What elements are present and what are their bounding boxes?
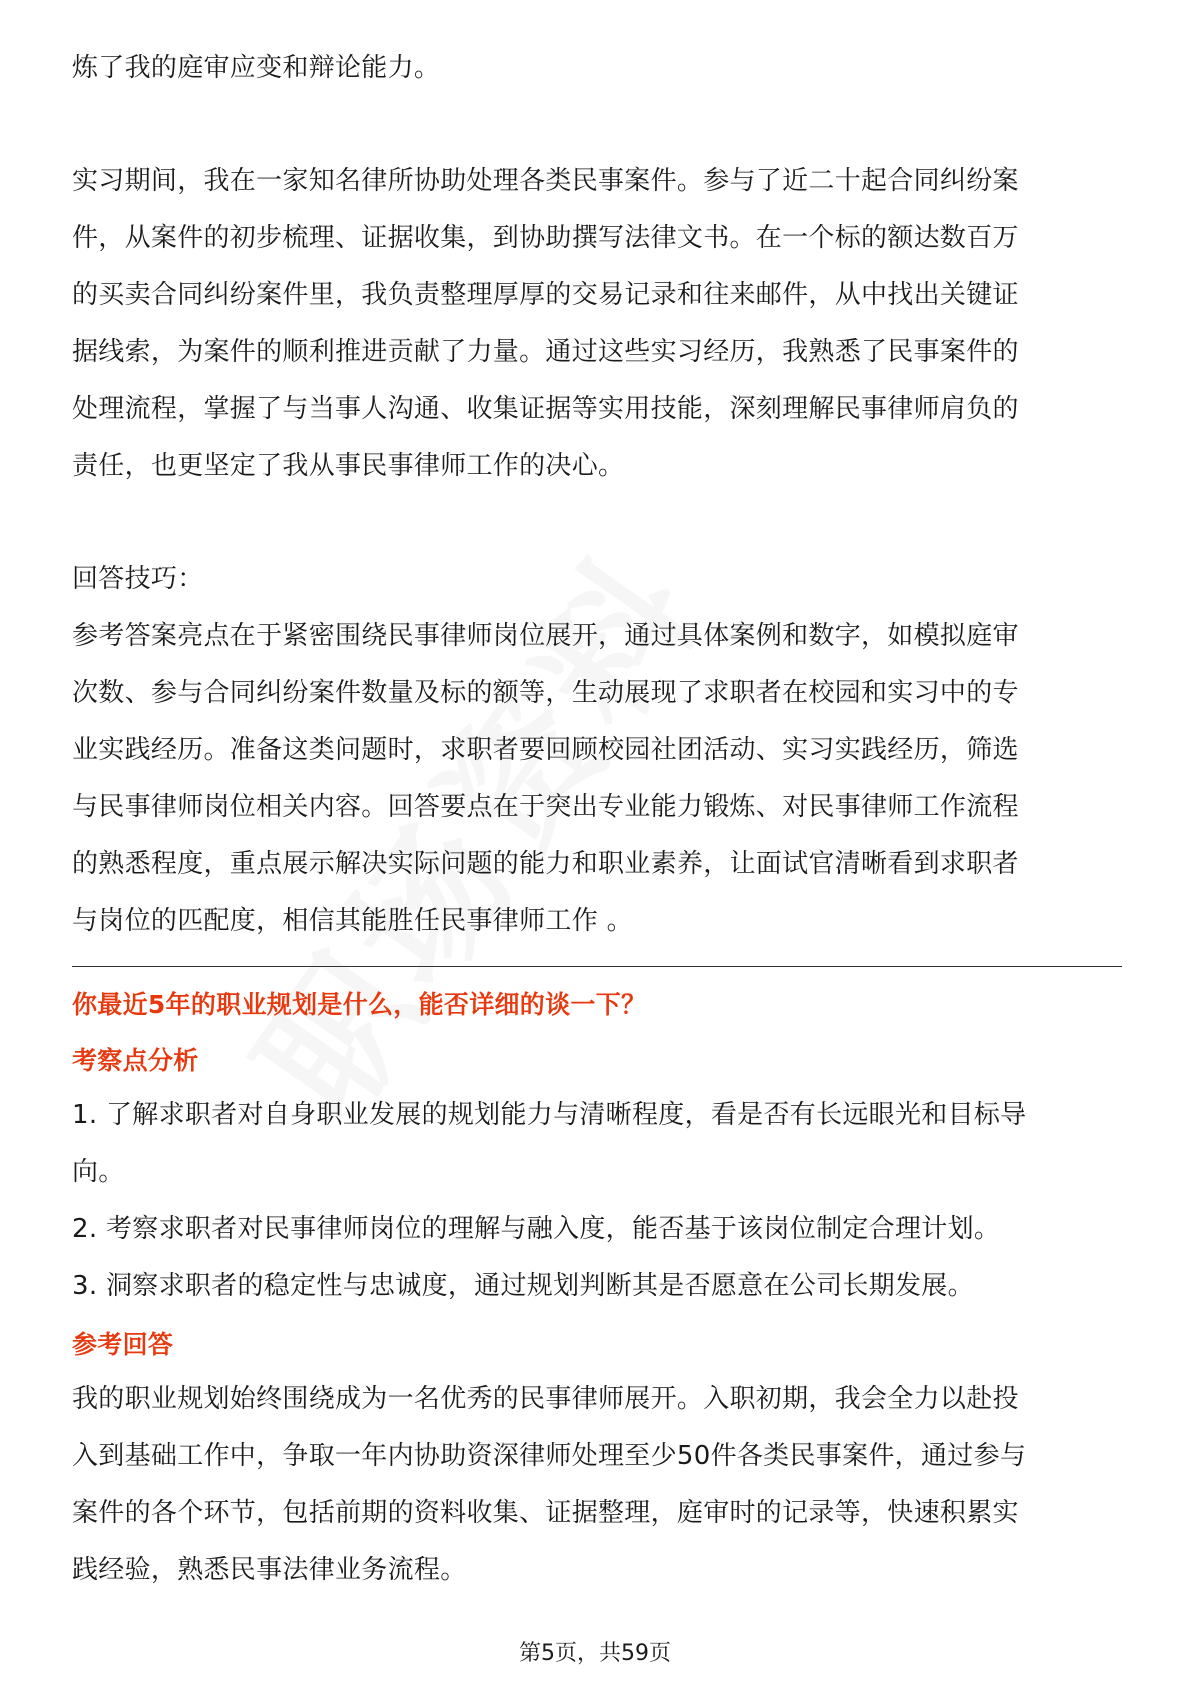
document-body [72,40,1122,1599]
page-number: 第5页，共59页 [519,1641,671,1666]
answer-tips [72,551,1122,950]
analysis-title: 考察点分析 [72,1046,199,1075]
paragraph-line: 炼了我的庭审应变和辩论能力。 [72,53,441,83]
paragraph-line: 参考答案亮点在于紧密围绕民事律师岗位展开，通过具体案例和数字，如模拟庭审 [72,621,1019,651]
paragraph-line: 践经验，熟悉民事法律业务流程。 [72,1555,467,1585]
list-item: 2. 考察求职者对民事律师岗位的理解与融入度，能否基于该岗位制定合理计划。 [72,1214,1001,1244]
list-item: 3. 洞察求职者的稳定性与忠诚度，通过规划判断其是否愿意在公司长期发展。 [72,1271,974,1301]
section-divider [72,966,1122,967]
tips-label: 回答技巧： [72,564,204,594]
paragraph-line: 据线索，为案件的顺利推进贡献了力量。通过这些实习经历，我熟悉了民事案件的 [72,337,1019,367]
internship-paragraph [72,153,1122,495]
paragraph-line: 次数、参与合同纠纷案件数量及标的额等，生动展现了求职者在校园和实习中的专 [72,678,1019,708]
paragraph-line: 的熟悉程度，重点展示解决实际问题的能力和职业素养，让面试官清晰看到求职者 [72,849,1019,879]
paragraph-line: 件，从案件的初步梳理、证据收集，到协助撰写法律文书。在一个标的额达数百万 [72,223,1019,253]
analysis-list [72,1087,1122,1315]
paragraph-line: 入到基础工作中，争取一年内协助资深律师处理至少50件各类民事案件，通过参与 [72,1441,1027,1471]
paragraph-line: 处理流程，掌握了与当事人沟通、收集证据等实用技能，深刻理解民事律师肩负的 [72,394,1019,424]
paragraph-line: 与民事律师岗位相关内容。回答要点在于突出专业能力锻炼、对民事律师工作流程 [72,792,1019,822]
paragraph-line: 案件的各个环节，包括前期的资料收集、证据整理，庭审时的记录等，快速积累实 [72,1498,1019,1528]
list-item: 1. 了解求职者对自身职业发展的规划能力与清晰程度，看是否有长远眼光和目标导 [72,1100,1027,1130]
interview-question: 你最近5年的职业规划是什么，能否详细的谈一下？ [72,990,647,1019]
paragraph-line: 与岗位的匹配度，相信其能胜任民事律师工作 。 [72,906,633,936]
list-item: 向。 [72,1157,125,1187]
reference-title: 参考回答 [72,1330,174,1359]
paragraph-line: 的买卖合同纠纷案件里，我负责整理厚厚的交易记录和往来邮件，从中找出关键证 [72,280,1019,310]
paragraph-line: 实习期间，我在一家知名律所协助处理各类民事案件。参与了近二十起合同纠纷案 [72,166,1019,196]
paragraph-line: 我的职业规划始终围绕成为一名优秀的民事律师展开。入职初期，我会全力以赴投 [72,1384,1019,1414]
paragraph-line: 业实践经历。准备这类问题时，求职者要回顾校园社团活动、实习实践经历，筛选 [72,735,1019,765]
paragraph-line: 责任，也更坚定了我从事民事律师工作的决心。 [72,451,625,481]
reference-answer [72,1371,1122,1599]
